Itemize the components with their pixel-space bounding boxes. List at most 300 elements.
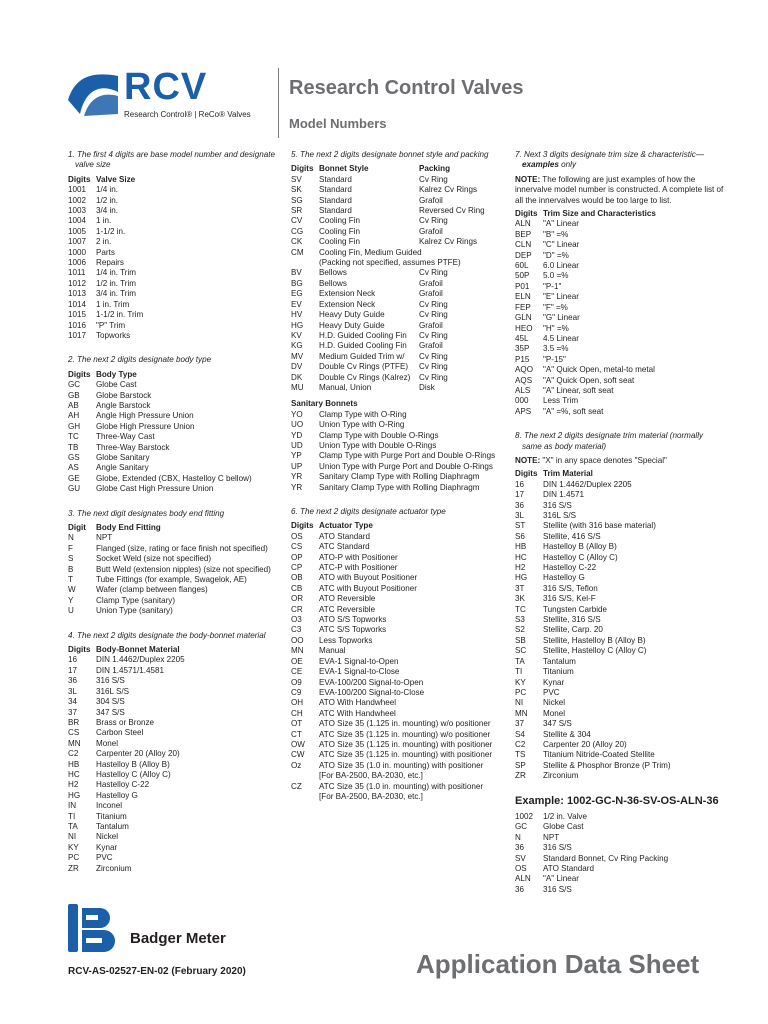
section-trim-material (515, 431, 725, 781)
table-row (515, 334, 725, 344)
table-row (68, 760, 282, 770)
table-row (515, 271, 725, 281)
row-code: TI (515, 667, 523, 677)
table-row (68, 544, 282, 554)
table-row (291, 730, 505, 740)
table-row (515, 396, 725, 406)
table-row (68, 279, 282, 289)
row-description: Clamp Type (sanitary) (96, 595, 176, 605)
table-row (68, 185, 282, 195)
row-code: HC (68, 769, 80, 779)
column-2 (291, 150, 505, 816)
row-code: H2 (515, 563, 526, 573)
row-code: CS (68, 728, 80, 738)
row-code: GE (68, 473, 80, 483)
table-row (515, 386, 725, 396)
row-code: TA (515, 656, 525, 666)
badger-meter-logo (68, 902, 268, 952)
table-row (515, 594, 725, 604)
table-row (68, 300, 282, 310)
table-row (291, 206, 505, 216)
table-row (515, 605, 725, 615)
row-description: PVC (96, 853, 113, 863)
row-description: "A" Linear (543, 874, 579, 884)
table-row (515, 843, 725, 853)
row-packing: Grafoil (419, 320, 443, 330)
row-code: O3 (291, 615, 302, 625)
row-code: CW (291, 750, 305, 760)
row-code: YR (291, 482, 303, 492)
section-example (515, 796, 725, 896)
row-code: 1016 (68, 320, 87, 330)
row-description: DIN 1.4571 (543, 490, 584, 500)
table-row (515, 740, 725, 750)
table-row (515, 282, 725, 292)
row-description: 1/2 in. Trim (96, 278, 137, 288)
row-code: DV (291, 362, 303, 372)
row-code: MN (291, 646, 304, 656)
row-code: GC (68, 380, 81, 390)
row-bonnet-style: Standard (319, 185, 352, 195)
row-code: SB (515, 635, 526, 645)
table-row (291, 761, 505, 771)
column-3 (515, 150, 725, 895)
table-row (68, 728, 282, 738)
table-row (515, 240, 725, 250)
table-row (68, 718, 282, 728)
table-row (515, 657, 725, 667)
row-code: T (68, 575, 73, 585)
table-row (515, 480, 725, 490)
row-code: S6 (515, 531, 525, 541)
row-code: Y (68, 595, 74, 605)
table-row (68, 310, 282, 320)
row-bonnet-style: Cooling Fin (319, 226, 360, 236)
row-code: CE (291, 667, 303, 677)
row-code: 1011 (68, 268, 86, 278)
table-row (291, 483, 505, 493)
row-code: 1015 (68, 310, 87, 320)
row-description: Kynar (96, 842, 118, 852)
table-row (515, 625, 725, 635)
table-row (515, 812, 725, 822)
table-row (291, 462, 505, 472)
header-col1: Digits (291, 164, 314, 174)
row-description: ATO Reversible (319, 594, 376, 604)
row-code: OT (291, 719, 303, 729)
row-code: W (68, 585, 76, 595)
row-bonnet-style: Cooling Fin (319, 216, 360, 226)
table-header (515, 209, 725, 219)
row-code: HEO (515, 323, 533, 333)
row-bonnet-style: Heavy Duty Guide (319, 310, 385, 320)
row-code: CLN (515, 240, 532, 250)
row-description: 5.0 =% (543, 271, 569, 281)
company-name: Badger Meter (130, 930, 226, 947)
row-code: GB (68, 390, 80, 400)
row-description: Flanged (size, rating or face finish not specified) (96, 543, 268, 553)
table-row (291, 657, 505, 667)
table-row (515, 698, 725, 708)
row-packing: Grafoil (419, 195, 443, 205)
row-description: Three-Way Cast (96, 432, 155, 442)
table-row (68, 749, 282, 759)
table-row (68, 791, 282, 801)
column-1 (68, 150, 282, 888)
table-row (68, 676, 282, 686)
row-description: 347 S/S (543, 719, 572, 729)
row-description: Globe, Extended (CBX, Hastelloy C bellow) (96, 473, 252, 483)
table-row (515, 553, 725, 563)
table-row (515, 615, 725, 625)
section-actuator (291, 507, 505, 802)
table-row (68, 484, 282, 494)
row-packing: Grafoil (419, 289, 443, 299)
row-description: ATO Standard (543, 864, 594, 873)
table-row (515, 584, 725, 594)
row-description: NPT (543, 832, 560, 842)
row-description: "F" =% (543, 302, 568, 312)
table-row (68, 248, 282, 258)
intro-suffix: only (558, 160, 577, 170)
row-code: HG (291, 320, 304, 330)
table-row (515, 678, 725, 688)
row-description: "D" =% (543, 250, 569, 260)
row-code: KV (291, 330, 302, 340)
row-description: 347 S/S (96, 707, 125, 717)
table-row (515, 219, 725, 229)
table-row (68, 216, 282, 226)
table-row (68, 411, 282, 421)
row-description: Clamp Type with O-Ring (319, 409, 407, 419)
row-description: EVA-1 Signal-to-Close (319, 667, 400, 677)
table-row (515, 573, 725, 583)
example-title: Example: 1002-GC-N-36-SV-OS-ALN-36 (515, 794, 719, 807)
row-code: EV (291, 299, 302, 309)
row-code: BEP (515, 229, 532, 239)
table-row (515, 646, 725, 656)
row-code: AQO (515, 365, 533, 375)
note (515, 456, 725, 466)
table-row (291, 310, 505, 320)
row-code: TC (515, 604, 526, 614)
row-description: Hastelloy C (Alloy C) (543, 552, 618, 562)
table-row (291, 289, 505, 299)
page-title: Research Control Valves (289, 77, 524, 99)
row-code: CT (291, 729, 302, 739)
row-description: Clamp Type with Double O-Rings (319, 430, 439, 440)
table-row (68, 463, 282, 473)
row-description: ATC With Handwheel (319, 708, 396, 718)
section-trim-size (515, 150, 725, 417)
row-code: YD (291, 430, 303, 440)
row-code: CV (291, 216, 303, 226)
row-code: BV (291, 268, 302, 278)
section-valve-size (68, 150, 282, 341)
row-code: SV (515, 853, 526, 863)
row-bonnet-style: Double Cv Rings (PTFE) (319, 362, 409, 372)
row-code: H2 (68, 780, 79, 790)
row-code: 45L (515, 333, 529, 343)
row-code: HC (515, 552, 527, 562)
row-description: Angle Barstock (96, 400, 151, 410)
row-code: P01 (515, 281, 530, 291)
table-row (68, 422, 282, 432)
row-bonnet-style: Medium Guided Trim w/ (319, 351, 405, 361)
header-col2: Body End Fitting (96, 523, 161, 532)
row-description: Hastelloy B (Alloy B) (96, 759, 170, 769)
table-row (68, 533, 282, 543)
row-code: NI (515, 698, 524, 708)
row-code: 37 (515, 719, 525, 729)
row-description: 1/4 in. (96, 185, 119, 195)
table-row (515, 750, 725, 760)
row-description: Angle Sanitary (96, 463, 149, 473)
row-code: OP (291, 552, 303, 562)
row-code: S (68, 554, 74, 564)
row-description: Globe Sanitary (96, 452, 150, 462)
table-row (291, 216, 505, 226)
trim-material-rows (515, 480, 725, 782)
row-bonnet-style: Standard (319, 206, 352, 216)
table-row (68, 474, 282, 484)
row-code: OH (291, 698, 304, 708)
row-description: NPT (96, 533, 113, 543)
table-row (68, 843, 282, 853)
row-description: Parts (96, 247, 115, 257)
row-bonnet-style: Extension Neck (319, 289, 376, 299)
row-packing: Grafoil (419, 226, 443, 236)
row-description: [For BA-2500, BA-2030, etc.] (319, 791, 423, 801)
row-description: Union Type with O-Ring (319, 420, 405, 430)
row-description: ATC S/S Topworks (319, 625, 387, 635)
table-row (291, 362, 505, 372)
row-code: FEP (515, 302, 531, 312)
table-row (68, 655, 282, 665)
row-packing: Cv Ring (419, 268, 448, 278)
row-bonnet-style: Bellows (319, 278, 347, 288)
rcv-logo-mark-icon (66, 70, 120, 120)
row-code: UO (291, 420, 304, 430)
row-description: "G" Linear (543, 313, 580, 323)
row-code: 37 (68, 707, 78, 717)
row-packing: Grafoil (419, 278, 443, 288)
row-description: Union Type (sanitary) (96, 606, 173, 616)
section-intro: 4. The next 2 digits designate the body-bonnet material (68, 630, 266, 640)
row-description: "B" =% (543, 229, 569, 239)
row-description: Wafer (clamp between flanges) (96, 585, 208, 595)
row-code: TB (68, 442, 79, 452)
row-description: "P" Trim (96, 320, 126, 330)
table-row (291, 321, 505, 331)
row-code: 16 (515, 479, 525, 489)
row-description: "C" Linear (543, 240, 580, 250)
table-row (291, 563, 505, 573)
table-row (291, 383, 505, 393)
row-code (291, 771, 319, 781)
row-code: S4 (515, 729, 525, 739)
row-code: N (68, 533, 74, 543)
row-description: DIN 1.4462/Duplex 2205 (543, 479, 632, 489)
row-packing: Disk (419, 382, 435, 392)
row-description: "P-15" (543, 354, 566, 364)
row-code: OW (291, 739, 305, 749)
page-subtitle: Model Numbers (289, 116, 387, 131)
row-description: 1-1/2 in. Trim (96, 310, 144, 320)
row-description: Nickel (543, 698, 566, 708)
row-description: 2 in. (96, 237, 112, 247)
row-description: Hastelloy C-22 (96, 780, 150, 790)
row-code: UD (291, 440, 303, 450)
row-code: IN (68, 801, 77, 811)
row-description: Manual (319, 646, 346, 656)
trim-size-rows (515, 219, 725, 417)
header-col1: Digits (68, 645, 91, 655)
table-row (291, 625, 505, 635)
row-code: 17 (515, 490, 525, 500)
row-description: Hastelloy C (Alloy C) (96, 769, 171, 779)
row-code: KY (515, 677, 526, 687)
row-code: TC (68, 432, 79, 442)
row-code: ELN (515, 292, 531, 302)
row-code: 36 (515, 500, 525, 510)
note-label: NOTE: (515, 455, 541, 465)
row-description: Sanitary Clamp Type with Rolling Diaphragm (319, 472, 480, 482)
table-row (515, 709, 725, 719)
row-packing: Cv Ring (419, 330, 448, 340)
sanitary-bonnets-title: Sanitary Bonnets (291, 399, 358, 409)
row-description: 6.0 Linear (543, 261, 579, 271)
row-code: HG (68, 790, 81, 800)
row-description: Sanitary Clamp Type with Rolling Diaphragm (319, 482, 480, 492)
table-row (291, 792, 505, 802)
row-code: 1004 (68, 216, 87, 226)
row-description: 1 in. (96, 216, 112, 226)
row-code: HB (68, 759, 80, 769)
row-description: Carbon Steel (96, 728, 144, 738)
row-code: C2 (515, 739, 526, 749)
row-code: GH (68, 421, 81, 431)
row-description: Standard Bonnet, Cv Ring Packing (543, 853, 669, 863)
row-description: 316 S/S, Kel-F (543, 594, 596, 604)
row-description: 3/4 in. Trim (96, 289, 137, 299)
row-description: Globe Barstock (96, 390, 152, 400)
table-row (291, 719, 505, 729)
row-description: Hastelloy C-22 (543, 563, 597, 573)
table-row (515, 511, 725, 521)
row-description: Less Topworks (319, 635, 373, 645)
row-description: Repairs (96, 258, 124, 268)
row-code: SC (515, 646, 527, 656)
row-code: ZR (68, 863, 79, 873)
row-description: Kynar (543, 677, 565, 687)
row-code: DK (291, 372, 303, 382)
table-row (291, 584, 505, 594)
row-bonnet-style: Standard (319, 195, 352, 205)
table-row (291, 688, 505, 698)
header-col1: Digits (68, 369, 91, 379)
table-row (515, 761, 725, 771)
row-description: Angle High Pressure Union (96, 411, 194, 421)
table-row (291, 646, 505, 656)
header-divider (278, 68, 279, 138)
row-code: CH (291, 708, 303, 718)
table-header (291, 164, 505, 174)
row-code: GU (68, 484, 81, 494)
row-code: KY (68, 842, 79, 852)
row-description: Stellite, 416 S/S (543, 531, 601, 541)
table-header (515, 469, 725, 479)
table-row (291, 373, 505, 383)
table-header (68, 523, 282, 533)
table-row (68, 687, 282, 697)
section-intro: 8. The next 2 digits designate trim material (normally same as body material) (515, 431, 704, 451)
row-description: 316 S/S (543, 843, 572, 853)
table-row (68, 575, 282, 585)
row-code: O9 (291, 677, 302, 687)
row-code: 16 (68, 655, 78, 665)
row-description: Titanium (96, 811, 127, 821)
table-row (291, 420, 505, 430)
row-description: EVA-100/200 Signal-to-Close (319, 687, 425, 697)
row-description: Hastelloy G (96, 790, 138, 800)
row-description: Socket Weld (size not specified) (96, 554, 212, 564)
row-code: ZR (515, 771, 526, 781)
row-code: OS (291, 531, 303, 541)
row-bonnet-style: Manual, Union (319, 382, 372, 392)
table-row (515, 822, 725, 832)
row-code: TS (515, 750, 526, 760)
table-row (515, 874, 725, 884)
table-row (291, 279, 505, 289)
row-code: 1012 (68, 278, 87, 288)
row-code: AH (68, 411, 80, 421)
row-packing: Cv Ring (419, 351, 448, 361)
row-description: Stellite, Hastelloy C (Alloy C) (543, 646, 647, 656)
table-row (68, 453, 282, 463)
row-code: PC (68, 853, 80, 863)
row-description: ATC Standard (319, 542, 370, 552)
header-col2: Trim Material (543, 469, 593, 479)
row-code: BR (68, 717, 80, 727)
row-description: ATO Standard (319, 531, 370, 541)
row-description: Globe Cast (96, 380, 137, 390)
row-packing: Cv Ring (419, 372, 448, 382)
row-code: Oz (291, 760, 302, 770)
row-code (291, 792, 319, 802)
row-code (291, 258, 319, 268)
row-code: DEP (515, 250, 532, 260)
table-row (291, 268, 505, 278)
example-rows (515, 812, 725, 895)
table-row (515, 230, 725, 240)
sanitary-bonnet-rows (291, 410, 505, 493)
table-row (291, 553, 505, 563)
row-code: 3L (515, 511, 525, 520)
row-code: HG (515, 573, 528, 583)
row-code: 000 (515, 396, 529, 406)
section-bonnet-style (291, 150, 505, 493)
row-code: MU (291, 382, 304, 392)
row-description: DIN 1.4571/1.4581 (96, 665, 164, 675)
row-code: SK (291, 185, 302, 195)
row-bonnet-style: Cooling Fin, Medium Guided (319, 247, 422, 257)
row-code: AQS (515, 375, 533, 385)
row-description: Globe High Pressure Union (96, 421, 195, 431)
row-description: 304 S/S (96, 697, 125, 707)
row-description: ATO With Handwheel (319, 698, 397, 708)
table-row (68, 401, 282, 411)
